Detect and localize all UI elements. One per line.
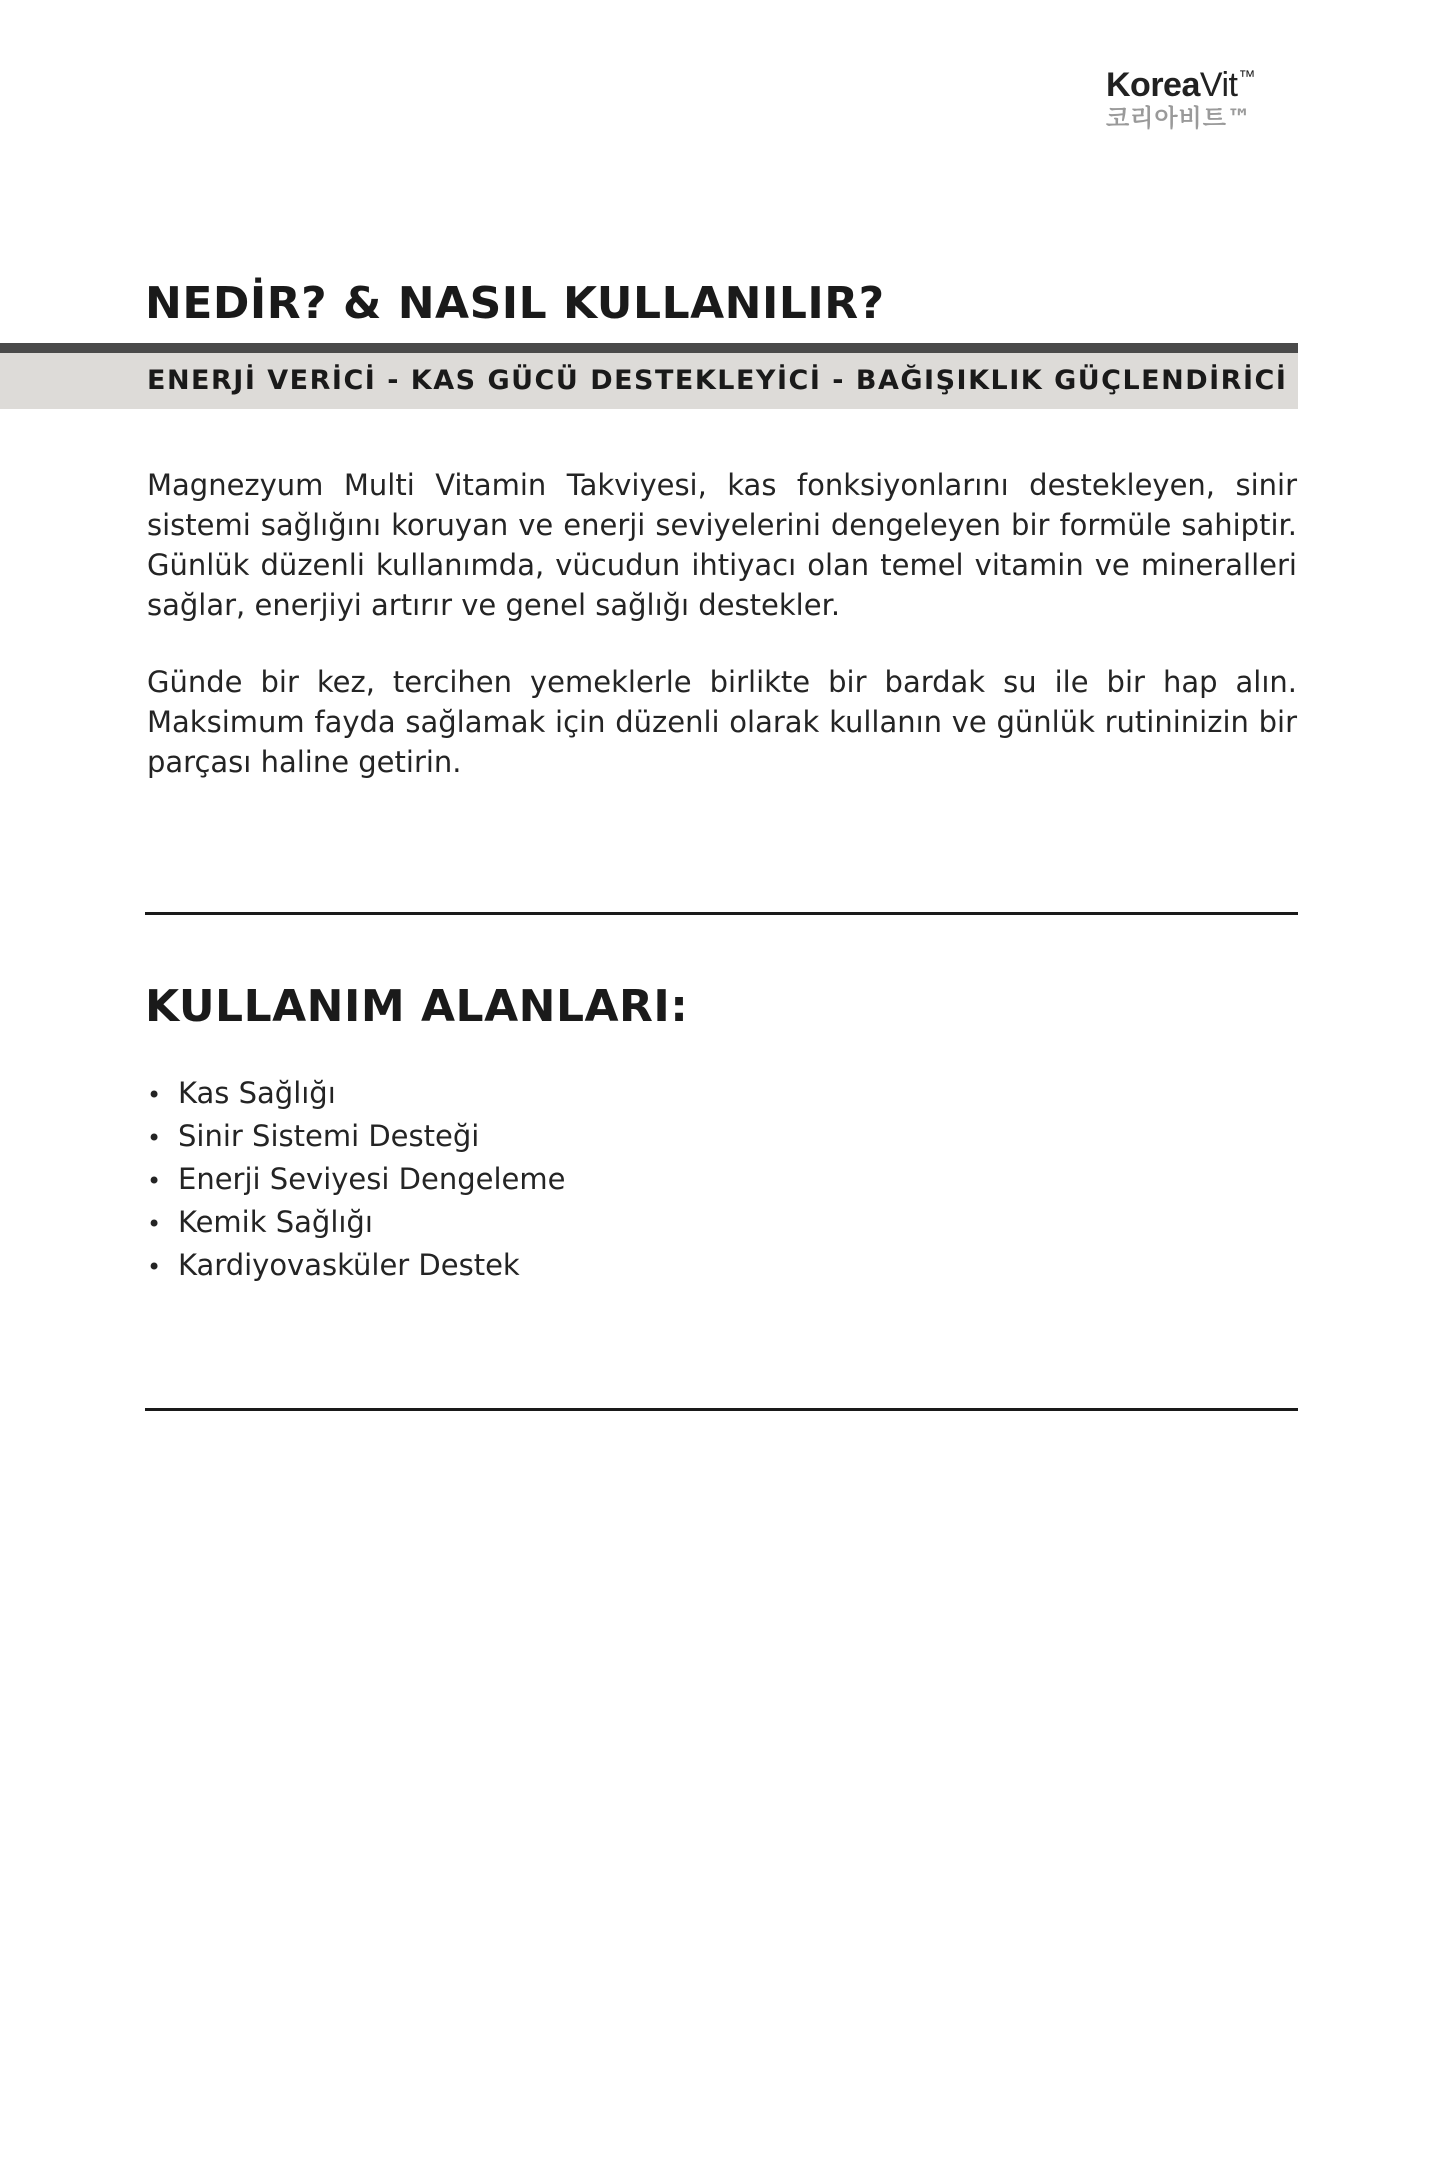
brand-name-regular: Vit xyxy=(1199,66,1238,104)
section-title-usage-areas: KULLANIM ALANLARI: xyxy=(145,981,689,1032)
section-divider xyxy=(145,912,1298,915)
bullet-icon: • xyxy=(147,1210,162,1238)
brand-logo xyxy=(1106,58,1306,132)
subtitle-band-top-bar xyxy=(0,343,1298,353)
bullet-icon: • xyxy=(147,1167,162,1195)
section-divider xyxy=(145,1408,1298,1411)
list-item-label: Enerji Seviyesi Dengeleme xyxy=(178,1162,566,1196)
brand-name xyxy=(1106,58,1306,104)
section-title-what-is-how-to-use: NEDİR? & NASIL KULLANILIR? xyxy=(145,278,885,329)
brand-name-bold: Korea xyxy=(1106,66,1200,104)
list-item xyxy=(147,1116,565,1159)
description-paragraph: Magnezyum Multi Vitamin Takviyesi, kas fonksiyonlarını destekleyen, sinir sistemi sağlığını koruyan ve enerji seviyelerini dengeleyen bir formüle sahiptir. Günlük düzenli kullanımda, vücudun ihtiyacı olan temel vitamin ve mineralleri sağlar, enerjiyi artırır ve genel sağlığı destekler. xyxy=(147,468,1297,622)
trademark-symbol: ™ xyxy=(1238,67,1255,86)
list-item-label: Kardiyovasküler Destek xyxy=(178,1248,520,1282)
list-item-label: Sinir Sistemi Desteği xyxy=(178,1119,480,1153)
list-item xyxy=(147,1073,565,1116)
bullet-icon: • xyxy=(147,1253,162,1281)
usage-areas-list xyxy=(147,1073,565,1288)
bullet-icon: • xyxy=(147,1081,162,1109)
list-item-label: Kemik Sağlığı xyxy=(178,1205,373,1239)
list-item xyxy=(147,1159,565,1202)
usage-paragraph: Günde bir kez, tercihen yemeklerle birlikte bir bardak su ile bir hap alın. Maksimum fayda sağlamak için düzenli olarak kullanın ve günlük rutininizin bir parçası haline getirin. xyxy=(147,665,1297,779)
list-item-label: Kas Sağlığı xyxy=(178,1076,336,1110)
list-item xyxy=(147,1245,565,1288)
product-benefits-subtitle: ENERJİ VERİCİ - KAS GÜCÜ DESTEKLEYİCİ - BAĞIŞIKLIK GÜÇLENDİRİCİ xyxy=(147,365,1288,396)
brand-korean-name: 코리아비트™ xyxy=(1106,104,1252,132)
list-item xyxy=(147,1202,565,1245)
bullet-icon: • xyxy=(147,1124,162,1152)
